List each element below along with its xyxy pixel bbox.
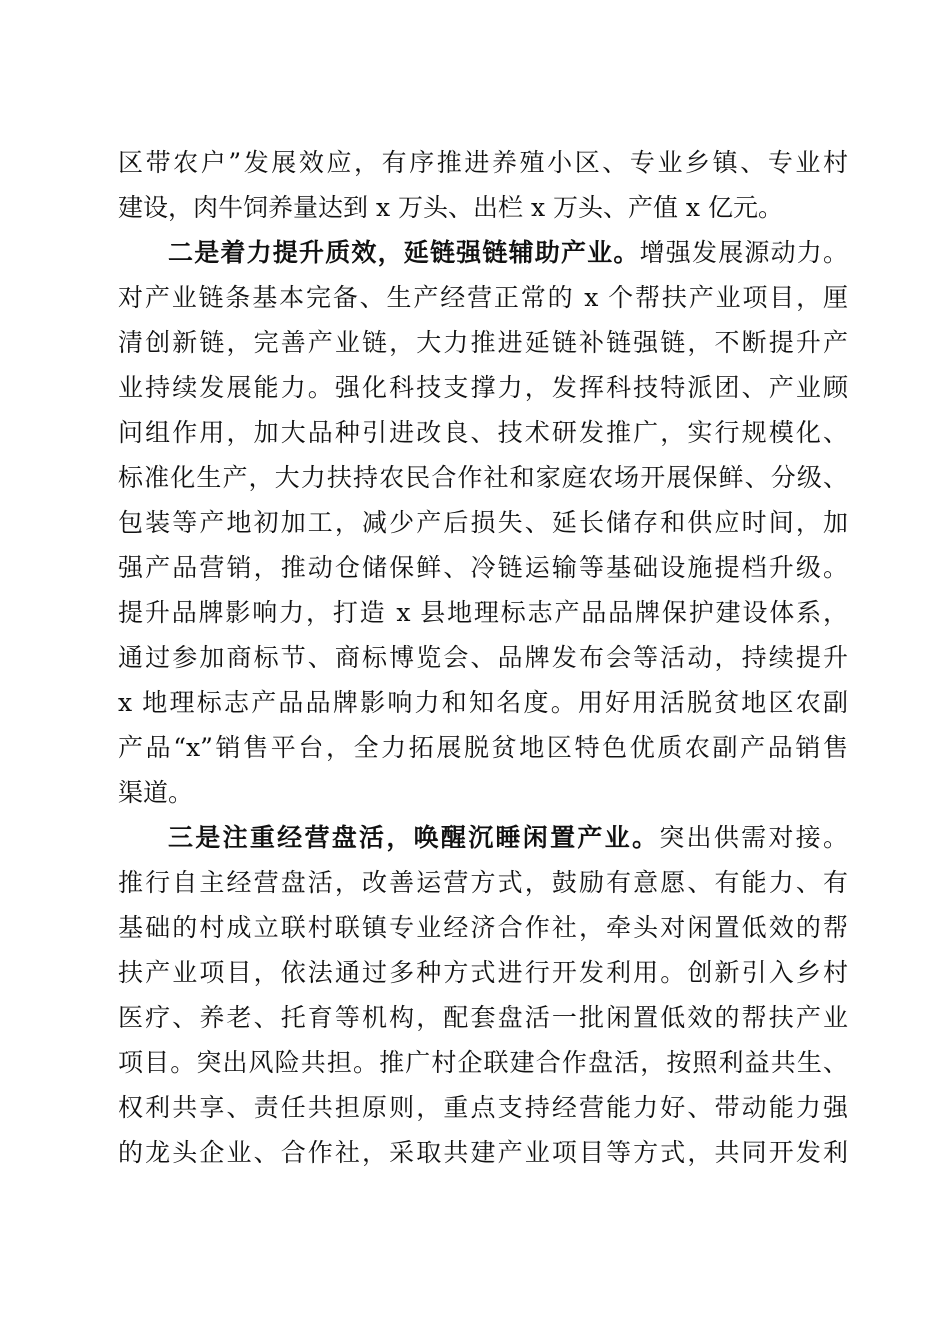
text-line: 强产品营销，推动仓储保鲜、冷链运输等基础设施提档升级。 [118, 553, 848, 582]
text-line: 包装等产地初加工，减少产后损失、延长储存和供应时间，加 [118, 508, 848, 537]
paragraph-heading: 三是注重经营盘活，唤醒沉睡闲置产业。 [168, 823, 660, 852]
paragraph-3 [118, 815, 848, 1175]
text-line: 提升品牌影响力，打造 x 县地理标志产品品牌保护建设体系， [118, 598, 848, 627]
text-line: 项目。突出风险共担。推广村企联建合作盘活，按照利益共生、 [118, 1048, 848, 1077]
text-line: 扶产业项目，依法通过多种方式进行开发利用。创新引入乡村 [118, 958, 848, 987]
paragraph-heading: 二是着力提升质效，延链强链辅助产业。 [168, 238, 640, 267]
text-run: 突出供需对接。 [659, 823, 848, 852]
text-line: 推行自主经营盘活，改善运营方式，鼓励有意愿、有能力、有 [118, 868, 848, 897]
text-line: 权利共享、责任共担原则，重点支持经营能力好、带动能力强 [118, 1093, 848, 1122]
text-line: x 地理标志产品品牌影响力和知名度。用好用活脱贫地区农副 [118, 688, 848, 717]
text-line: 区带农户”发展效应，有序推进养殖小区、专业乡镇、专业村 [118, 148, 848, 177]
paragraph-first-line [118, 815, 848, 860]
text-line: 标准化生产，大力扶持农民合作社和家庭农场开展保鲜、分级、 [118, 463, 848, 492]
text-line: 通过参加商标节、商标博览会、品牌发布会等活动，持续提升 [118, 643, 848, 672]
paragraph-2 [118, 230, 848, 815]
paragraph-first-line [118, 230, 848, 275]
document-body [118, 140, 848, 1175]
text-run: 增强发展源动力。 [639, 238, 848, 267]
paragraph-1 [118, 140, 848, 230]
text-line: 建设，肉牛饲养量达到 x 万头、出栏 x 万头、产值 x 亿元。 [118, 193, 783, 222]
text-line: 问组作用，加大品种引进改良、技术研发推广，实行规模化、 [118, 418, 848, 447]
text-line: 对产业链条基本完备、生产经营正常的 x 个帮扶产业项目，厘 [118, 283, 848, 312]
text-line: 清创新链，完善产业链，大力推进延链补链强链，不断提升产 [118, 328, 848, 357]
text-line: 产品“x”销售平台，全力拓展脱贫地区特色优质农副产品销售 [118, 733, 848, 762]
text-line: 业持续发展能力。强化科技支撑力，发挥科技特派团、产业顾 [118, 373, 848, 402]
text-line: 基础的村成立联村联镇专业经济合作社，牵头对闲置低效的帮 [118, 913, 848, 942]
text-line: 医疗、养老、托育等机构，配套盘活一批闲置低效的帮扶产业 [118, 1003, 848, 1032]
text-line: 的龙头企业、合作社，采取共建产业项目等方式，共同开发利 [118, 1138, 848, 1167]
text-line: 渠道。 [118, 778, 194, 807]
